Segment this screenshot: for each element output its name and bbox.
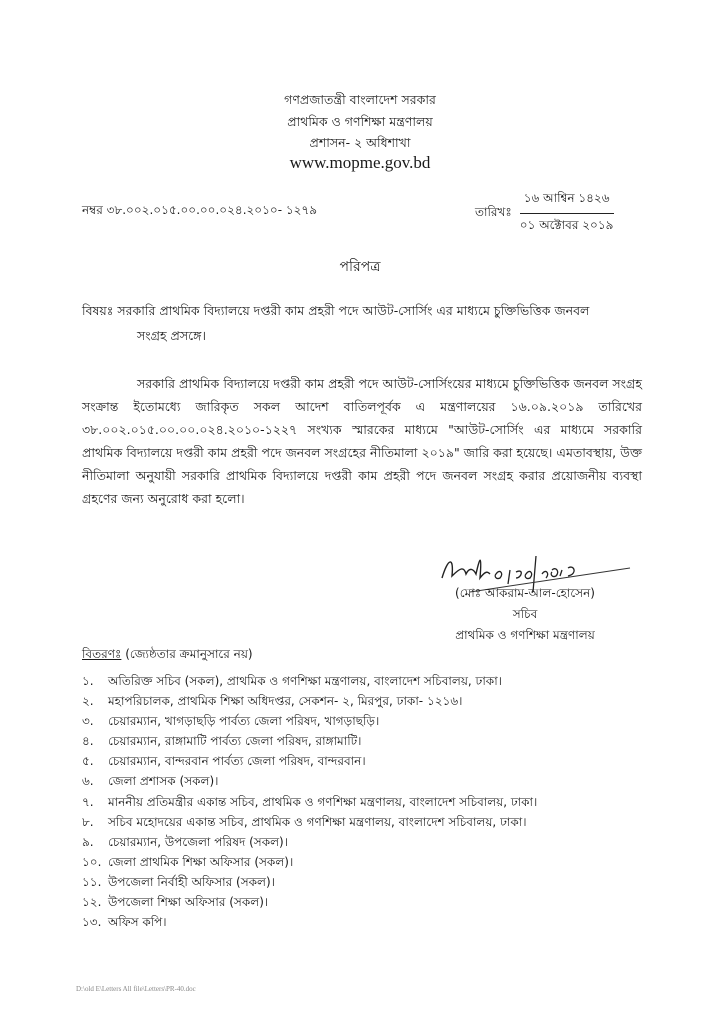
list-item: ৩. চেয়ারম্যান, খাগড়াছড়ি পার্বত্য জেলা পরিষদ, খাগড়াছড়ি। <box>82 714 380 729</box>
subject-line-2: সংগ্রহ প্রসঙ্গে। <box>137 328 206 343</box>
ministry-name: প্রাথমিক ও গণশিক্ষা মন্ত্রণালয় <box>287 114 433 129</box>
subject-line-1: বিষয়ঃ সরকারি প্রাথমিক বিদ্যালয়ে দপ্তরী কাম প্রহরী পদে আউট-সোর্সিং এর মাধ্যমে চুক্তিভিত্তিক জনবল <box>82 303 590 318</box>
body-paragraph: সরকারি প্রাথমিক বিদ্যালয়ে দপ্তরী কাম প্রহরী পদে আউট-সোর্সিংয়ের মাধ্যমে চুক্তিভিত্তিক জনবল সংগ্রহ সংক্রান্ত ইতোমধ্যে জারিকৃত সকল আদেশ বাতিলপূর্বক এ মন্ত্রণালয়ের ১৬.০৯.২০১৯ তারিখের ৩৮.০০২.০১৫.০০.০০.০২৪.২০১০-১২২৭ সংখ্যক স্মারকের মাধ্যমে "আউট-সোর্সিং এর মাধ্যমে সরকারি প্রাথমিক বিদ্যালয়ে দপ্তরী কাম প্রহরী পদে জনবল সংগ্রহের নীতিমালা ২০১৯" জারি করা হয়েছে। এমতাবস্থায়, উক্ত নীতিমালা অনুযায়ী সরকারি প্রাথমিক বিদ্যালয়ে দপ্তরী কাম প্রহরী পদে জনবল সংগ্রহ করার প্রয়োজনীয় ব্যবস্থা গ্রহণের জন্য অনুরোধ করা হলো। <box>82 376 642 506</box>
list-item: ১৩. অফিস কপি। <box>82 915 167 930</box>
signatory-designation: সচিব <box>512 607 538 621</box>
list-item: ৪. চেয়ারম্যান, রাঙ্গামাটি পার্বত্য জেলা পরিষদ, রাঙ্গামাটি। <box>82 734 362 749</box>
list-item: ৮. সচিব মহোদয়ের একান্ত সচিব, প্রাথমিক ও গণশিক্ষা মন্ত্রণালয়, বাংলাদেশ সচিবালয়, ঢাকা। <box>82 814 527 829</box>
list-item: ৭. মাননীয় প্রতিমন্ত্রীর একান্ত সচিব, প্রাথমিক ও গণশিক্ষা মন্ত্রণালয়, বাংলাদেশ সচিবালয়, ঢাকা। <box>82 794 538 809</box>
distribution-note: (জ্যেষ্ঠতার ক্রমানুসারে নয়) <box>125 647 253 661</box>
date-bangla: ১৬ আশ্বিন ১৪২৬ <box>520 190 614 214</box>
memo-number: নম্বর ৩৮.০০২.০১৫.০০.০০.০২৪.২০১০- ১২৭৯ <box>82 203 318 217</box>
memo-date <box>475 190 617 237</box>
distribution-label: বিতরণঃ <box>82 647 122 661</box>
branch-name: প্রশাসন- ২ অধিশাখা <box>309 135 411 150</box>
distribution-list <box>82 671 537 932</box>
website: www.mopme.gov.bd <box>289 153 431 172</box>
signatory-office: প্রাথমিক ও গণশিক্ষা মন্ত্রণালয় <box>455 628 595 642</box>
signatory-name: (মোঃ আকরাম-আল-হোসেন) <box>455 586 595 600</box>
date-label: তারিখঃ <box>475 204 512 219</box>
signatory-block <box>420 583 630 646</box>
distribution-header <box>82 646 253 666</box>
list-item: ৯. চেয়ারম্যান, উপজেলা পরিষদ (সকল)। <box>82 834 289 849</box>
list-item: ৫. চেয়ারম্যান, বান্দরবান পার্বত্য জেলা পরিষদ, বান্দরবান। <box>82 754 366 769</box>
list-item: ১১. উপজেলা নির্বাহী অফিসার (সকল)। <box>82 874 275 889</box>
list-item: ১২. উপজেলা শিক্ষা অফিসার (সকল)। <box>82 895 269 910</box>
list-item: ১. অতিরিক্ত সচিব (সকল), প্রাথমিক ও গণশিক্ষা মন্ত্রণালয়, বাংলাদেশ সচিবালয়, ঢাকা। <box>82 674 502 688</box>
list-item: ২. মহাপরিচালক, প্রাথমিক শিক্ষা অধিদপ্তর, সেকশন- ২, মিরপুর, ঢাকা- ১২১৬। <box>82 694 463 709</box>
date-gregorian: ০১ অক্টোবর ২০১৯ <box>519 218 614 232</box>
file-path-footer: D:\old E\Letters All file\Letters\PR-40.doc <box>76 985 196 993</box>
government-name: গণপ্রজাতন্ত্রী বাংলাদেশ সরকার <box>284 92 436 107</box>
subject <box>82 298 642 348</box>
document-title: পরিপত্র <box>339 259 381 275</box>
list-item: ৬. জেলা প্রশাসক (সকল)। <box>82 774 219 789</box>
list-item: ১০. জেলা প্রাথমিক শিক্ষা অফিসার (সকল)। <box>82 854 294 869</box>
